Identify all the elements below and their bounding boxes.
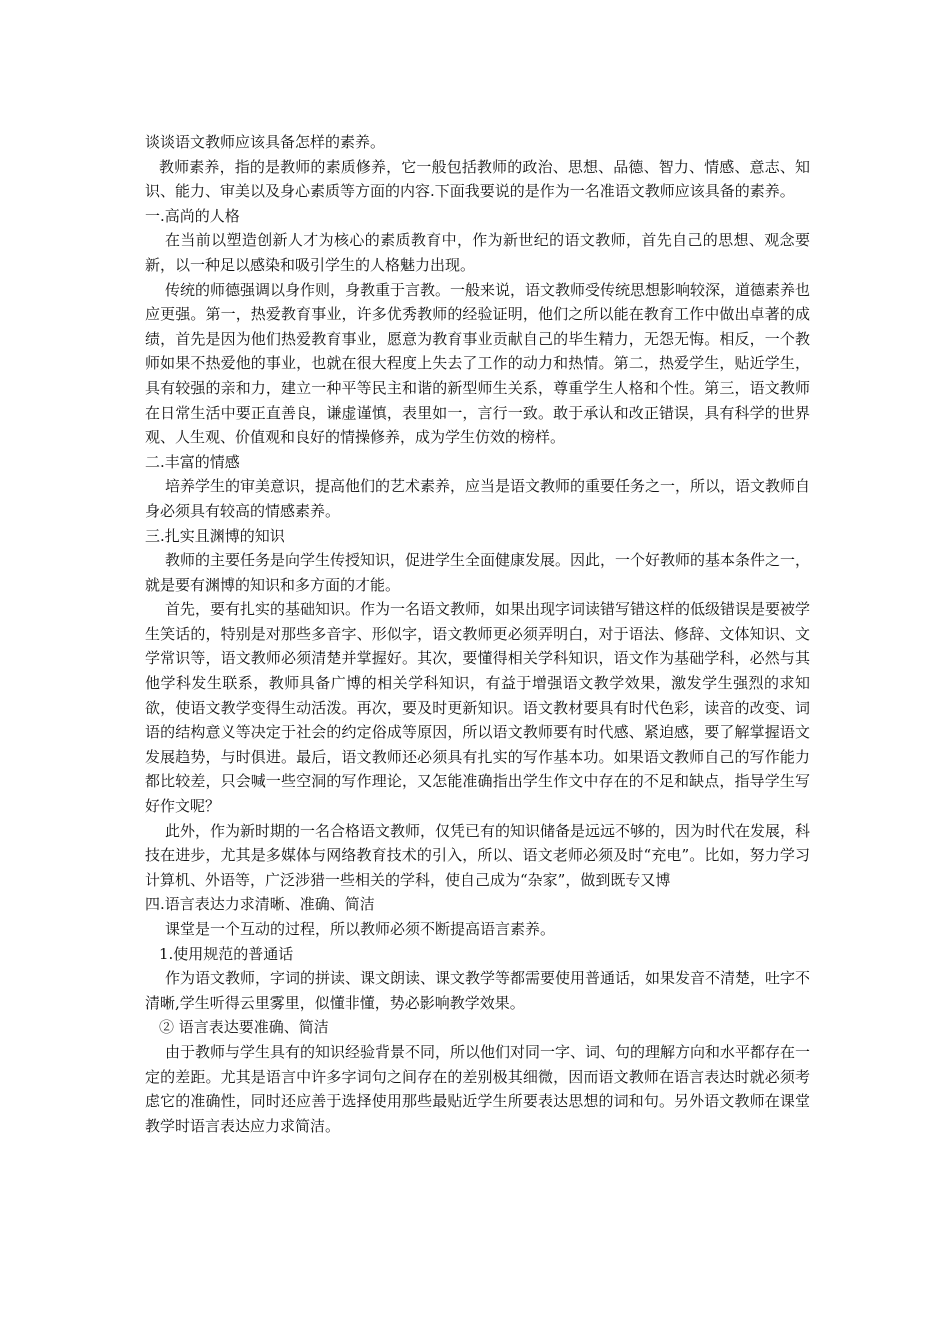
section4-subheading-2: ② 语言表达要准确、简洁 <box>159 1018 329 1037</box>
section1-paragraph-1: 在当前以塑造创新人才为核心的素质教育中，作为新世纪的语文教师，首先自己的思想、观念要新，以一种足以感染和吸引学生的人格魅力出现。 <box>145 231 810 274</box>
section3-paragraph-2: 首先，要有扎实的基础知识。作为一名语文教师，如果出现字词读错写错这样的低级错误是要被学生笑话的，特别是对那些多音字、形似字，语文教师更必须弄明白，对于语法、修辞、文体知识、文学常识等，语文教师必须清楚并掌握好。其次，要懂得相关学科知识，语文作为基础学科，必然与其他学科发生联系，教师具备广博的相关学科知识，有益于增强语文教学效果，激发学生强烈的求知欲，使语文教学变得生动活泼。再次，要及时更新知识。语文教材要具有时代色彩，读音的改变、词语的结构意义等决定于社会的约定俗成等原因，所以语文教师要有时代感、紧迫感，要了解掌握语文发展趋势，与时俱进。最后，语文教师还必须具有扎实的写作基本功。如果语文教师自己的写作能力都比较差，只会喊一些空洞的写作理论，又怎能准确指出学生作文中存在的不足和缺点，指导学生写好作文呢？ <box>145 600 811 816</box>
section-heading-1: 一.高尚的人格 <box>145 206 240 225</box>
intro-paragraph: 教师素养，指的是教师的素质修养，它一般包括教师的政治、思想、品德、智力、情感、意志、知识、能力、审美以及身心素质等方面的内容.下面我要说的是作为一名准语文教师应该具备的素养。 <box>145 157 810 201</box>
document-title: 谈谈语文教师应该具备怎样的素养。 <box>145 133 386 151</box>
document-body <box>145 130 810 1138</box>
section4-paragraph-3: 由于教师与学生具有的知识经验背景不同，所以他们对同一字、词、句的理解方向和水平都存在一定的差距。尤其是语言中许多字词句之间存在的差别极其细微，因而语文教师在语言表达时就必须考虑它的准确性，同时还应善于选择使用那些最贴近学生所要表达思想的词和句。另外语文教师在课堂教学时语言表达应力求简洁。 <box>145 1042 811 1135</box>
section-heading-3: 三.扎实且渊博的知识 <box>145 526 285 545</box>
section3-paragraph-3: 此外，作为新时期的一名合格语文教师，仅凭已有的知识储备是远远不够的，因为时代在发展，科技在进步，尤其是多媒体与网络教育技术的引入，所以、语文老师必须及时“充电”。比如，努力学习计算机、外语等，广泛涉猎一些相关的学科，使自己成为“杂家”，做到既专又博 <box>145 821 811 889</box>
section3-paragraph-1: 教师的主要任务是向学生传授知识，促进学生全面健康发展。因此，一个好教师的基本条件之一，就是要有渊博的知识和多方面的才能。 <box>145 551 811 594</box>
section4-paragraph-2: 作为语文教师，字词的拼读、课文朗读、课文教学等都需要使用普通话，如果发音不清楚，吐字不清晰,学生听得云里雾里，似懂非懂，势必影响教学效果。 <box>145 969 811 1012</box>
section1-paragraph-2: 传统的师德强调以身作则，身教重于言教。一般来说，语文教师受传统思想影响较深，道德素养也应更强。第一，热爱教育事业，许多优秀教师的经验证明，他们之所以能在教育工作中做出卓著的成绩，首先是因为他们热爱教育事业，愿意为教育事业贡献自己的毕生精力，无怨无悔。相反，一个教师如果不热爱他的事业，也就在很大程度上失去了工作的动力和热情。第二，热爱学生，贴近学生，具有较强的亲和力，建立一种平等民主和谐的新型师生关系，尊重学生人格和个性。第三，语文教师在日常生活中要正直善良，谦虚谨慎，表里如一，言行一致。敢于承认和改正错误，具有科学的世界观、人生观、价值观和良好的情操修养，成为学生仿效的榜样。 <box>145 280 811 447</box>
section-heading-2: 二.丰富的情感 <box>145 452 240 471</box>
section-heading-4: 四.语言表达力求清晰、准确、简洁 <box>145 895 375 914</box>
section4-subheading-1: 1.使用规范的普通话 <box>159 944 294 963</box>
section2-paragraph-1: 培养学生的审美意识，提高他们的艺术素养，应当是语文教师的重要任务之一，所以，语文教师自身必须具有较高的情感素养。 <box>145 477 811 520</box>
section4-paragraph-1: 课堂是一个互动的过程，所以教师必须不断提高语言素养。 <box>165 920 556 938</box>
